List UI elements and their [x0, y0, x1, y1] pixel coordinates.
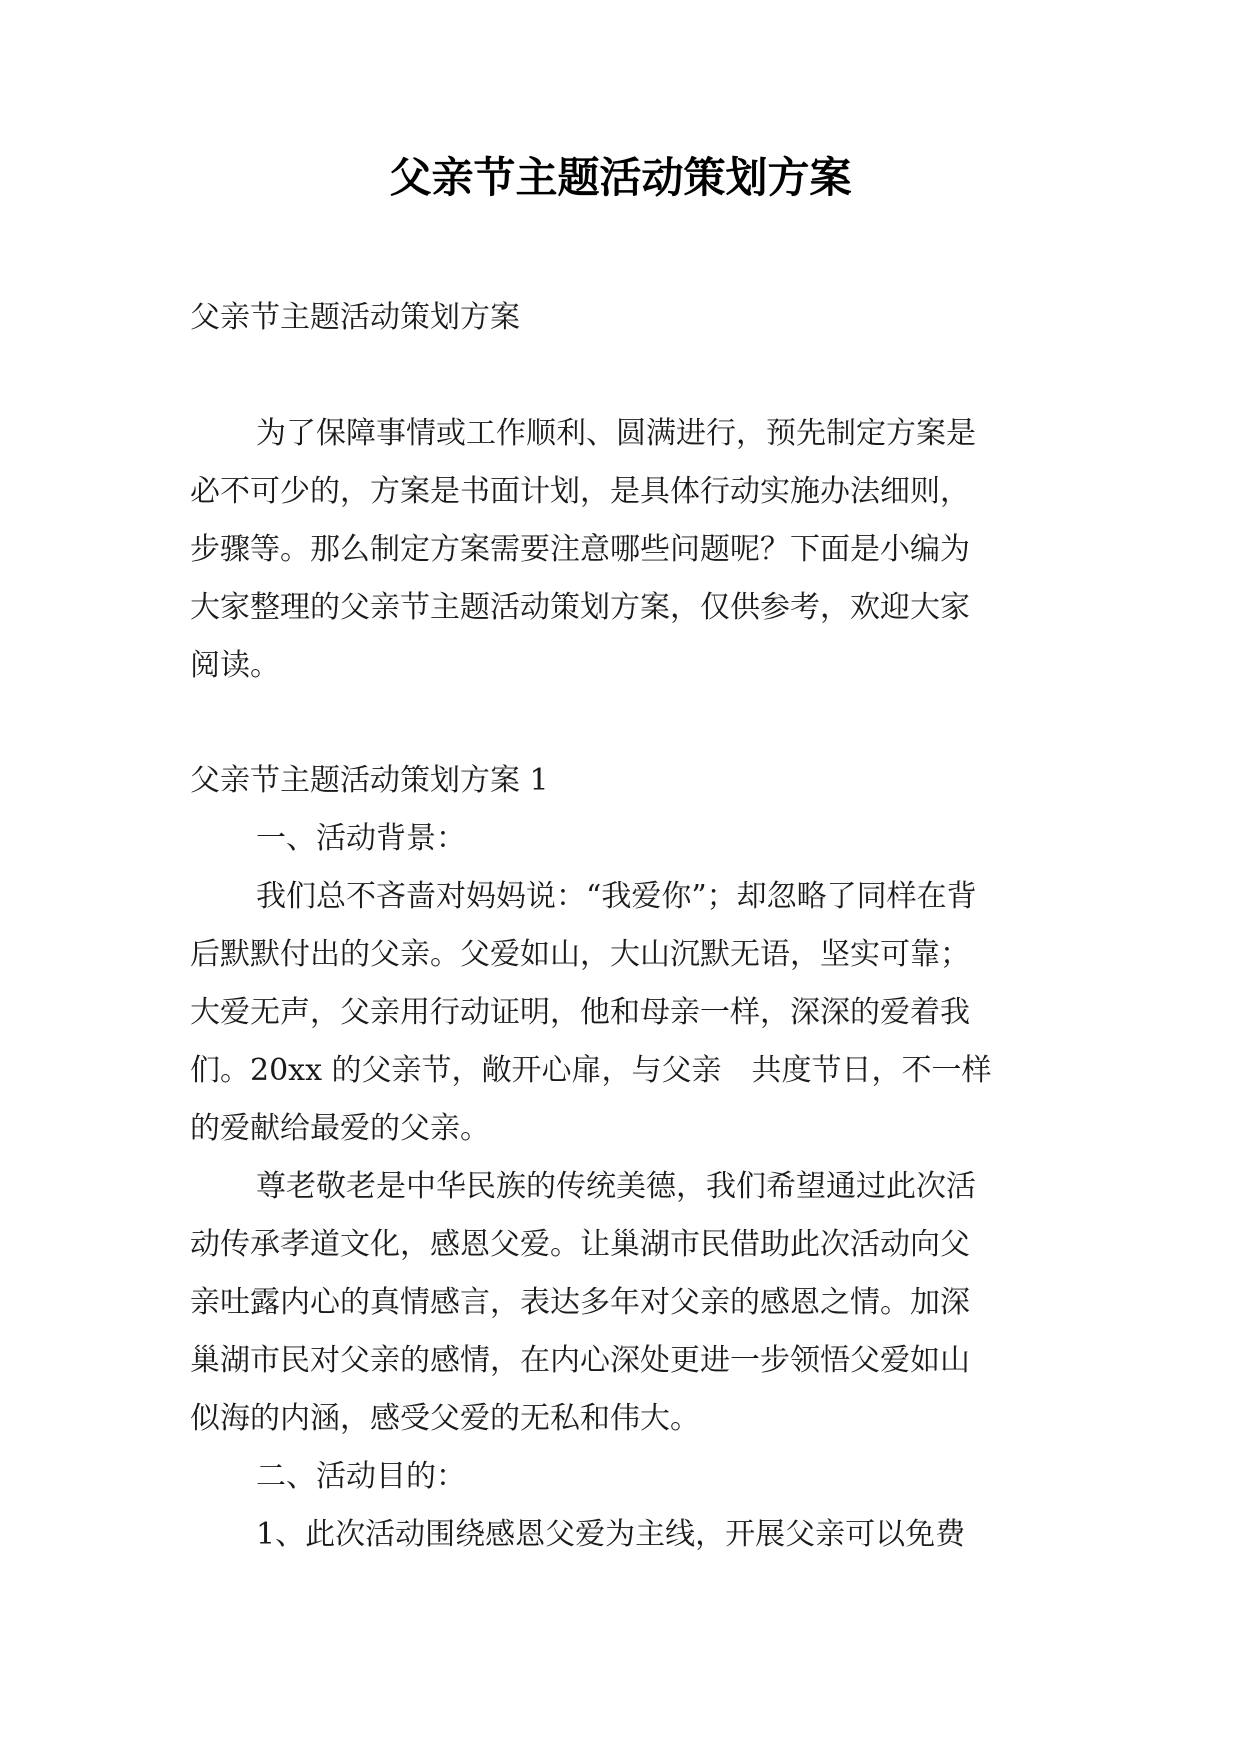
background-p2-line: 尊老敬老是中华民族的传统美德，我们希望通过此次活 — [256, 1169, 976, 1204]
background-p2-line: 似海的内涵，感受父爱的无私和伟大。 — [190, 1401, 700, 1436]
background-p1-line: 我们总不吝啬对妈妈说：“我爱你”；却忽略了同样在背 — [256, 879, 977, 914]
intro-line: 大家整理的父亲节主题活动策划方案，仅供参考，欢迎大家 — [190, 590, 970, 625]
intro-line: 为了保障事情或工作顺利、圆满进行，预先制定方案是 — [256, 416, 976, 451]
intro-line: 阅读。 — [190, 648, 280, 683]
section-1 — [190, 752, 1060, 1564]
background-p2-line: 动传承孝道文化，感恩父爱。让巢湖市民借助此次活动向父 — [190, 1227, 970, 1262]
goal-p1-line: 1、此次活动围绕感恩父爱为主线，开展父亲可以免费 — [256, 1517, 966, 1552]
document-subtitle — [190, 289, 1060, 347]
background-p1-line: 们。20xx 的父亲节，敞开心扉，与父亲 共度节日，不一样 — [190, 1053, 992, 1088]
background-p2-line: 亲吐露内心的真情感言，表达多年对父亲的感恩之情。加深 — [190, 1285, 970, 1320]
subtitle-text: 父亲节主题活动策划方案 — [190, 300, 520, 335]
background-p2-line: 巢湖市民对父亲的感情，在内心深处更进一步领悟父爱如山 — [190, 1343, 970, 1378]
background-p1-line: 大爱无声，父亲用行动证明，他和母亲一样，深深的爱着我 — [190, 995, 970, 1030]
intro-line: 步骤等。那么制定方案需要注意哪些问题呢？下面是小编为 — [190, 532, 970, 567]
heading-background: 一、活动背景： — [256, 821, 466, 856]
heading-goal: 二、活动目的： — [256, 1459, 466, 1494]
background-p1-line: 的爱献给最爱的父亲。 — [190, 1111, 490, 1146]
document-title: 父亲节主题活动策划方案 — [389, 153, 852, 202]
intro-line: 必不可少的，方案是书面计划，是具体行动实施办法细则， — [190, 474, 970, 509]
background-p1-line: 后默默付出的父亲。父爱如山，大山沉默无语，坚实可靠； — [190, 937, 970, 972]
section-heading: 父亲节主题活动策划方案 1 — [190, 763, 549, 798]
intro-paragraph — [190, 405, 1060, 695]
